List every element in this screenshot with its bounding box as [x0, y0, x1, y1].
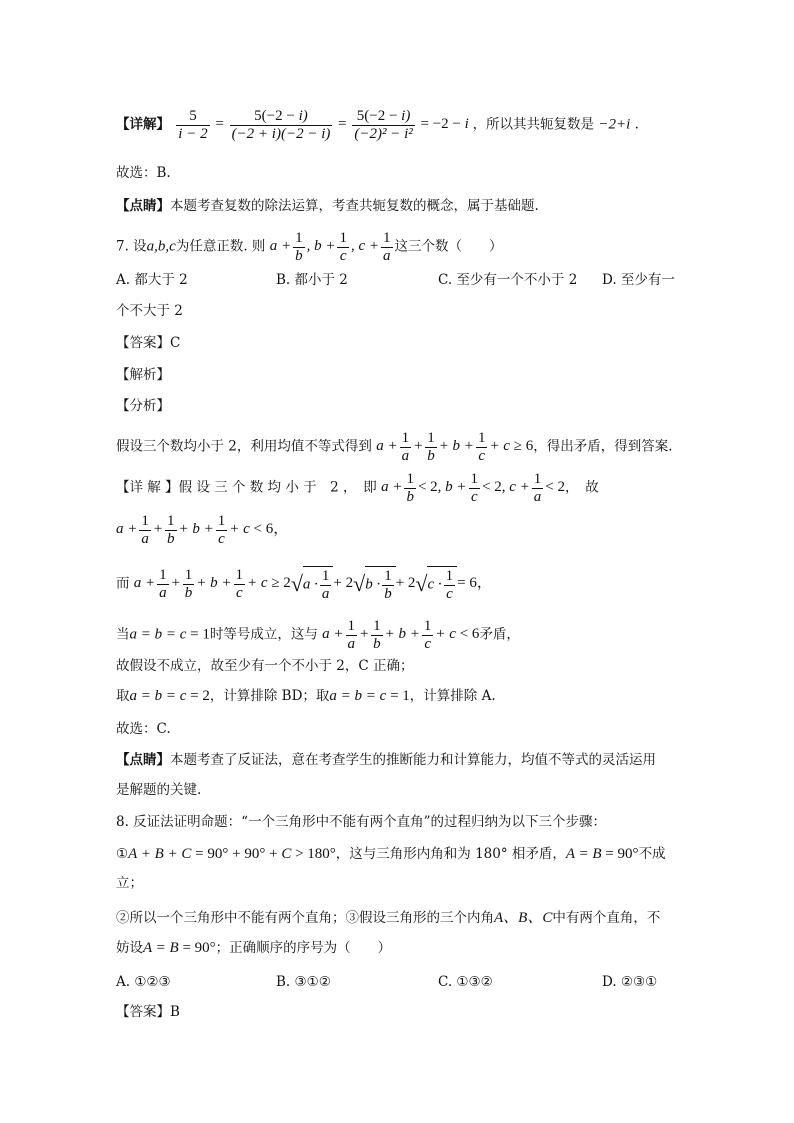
q7-mid: 为任意正数. 则: [175, 238, 266, 255]
fenxi-text-2: ，得出矛盾，得到答案.: [533, 438, 673, 455]
comment-2-text-1: 本题考查了反证法，意在考查学生的推断能力和计算能力，均值不等式的灵活运用: [170, 752, 656, 768]
detail-line-complex: [116, 108, 639, 142]
fenxi-line: [116, 430, 673, 464]
answer-b: 【答案】B: [116, 1004, 180, 1020]
test-values-line: [116, 686, 496, 706]
q8-option-c: C. ①③②: [438, 974, 493, 990]
step1-assumption: A = B = 90°: [565, 846, 639, 862]
q7-option-a: A. 都大于 2: [116, 272, 188, 288]
step2-mid: 中有两个直角，不: [552, 910, 661, 926]
step3-assumption: A = B = 90°: [143, 940, 216, 956]
q7-expression: a + $\frac{1}{b}$ , b + $\frac{1}{c}$ , c + $\frac{1}{a}$: [269, 230, 391, 264]
contradiction-expr: a + $\frac{1}{a}$ + $\frac{1}{b}$ + b + $\frac{1}{c}$ + c < 6: [322, 618, 480, 652]
step3-prefix: 妨设: [116, 940, 143, 956]
comment-line-2: [116, 750, 656, 770]
q8-step-3: [116, 938, 391, 958]
equality-condition: a = b = c = 1: [129, 626, 210, 643]
dang-prefix: 当: [116, 626, 130, 643]
q8-option-d: D. ②③①: [602, 974, 658, 990]
comment-label-2: 【点睛】: [116, 752, 170, 768]
comment-label: 【点睛】: [116, 198, 170, 214]
sum-less-line: [116, 513, 288, 547]
comment-line-1: [116, 196, 539, 216]
fenxi-label: 【分析】: [116, 398, 170, 414]
step2-text: ②所以一个三角形中不能有两个直角；③假设三角形的三个内角: [116, 910, 494, 926]
complex-division-formula: $\frac{5}{i - 2}$ = $\frac{5(-2 - i)}{(-2 + i)(-2 - i)}$ = $\frac{5(-2 - i)}{\text{(−2)² − i²}}$ = −2 − i: [178, 108, 473, 142]
comment-2-text-2: 是解题的关键.: [116, 782, 202, 798]
q8-step-2: [116, 908, 660, 928]
choose-b-line: 故选：B.: [116, 165, 171, 181]
test-value-2: a = b = c = 2: [129, 688, 210, 704]
period: .: [634, 116, 639, 133]
q7-vars: a,b,c: [146, 238, 176, 255]
step3-end: ；正确顺序的序号为（ ）: [215, 940, 392, 956]
amgm-inequality: a + $\frac{1}{a}$ + $\frac{1}{b}$ + b + $\frac{1}{c}$ + c ≥ 2√a · $\frac{1}{a}$ + 2√b · $\frac{1}{b}$ + 2√c · $\frac{1}{c}$ = 6，: [133, 567, 492, 602]
equality-line: [116, 618, 520, 652]
conjugate-value: −2+i: [598, 116, 631, 133]
qu-mid-1: ，计算排除 BD；取: [209, 688, 330, 704]
q7-option-c: C. 至少有一个不小于 2: [438, 272, 578, 288]
fenxi-inequality: a + $\frac{1}{a}$ + $\frac{1}{b}$ + b + $\frac{1}{c}$ + c ≥ 6: [376, 430, 534, 464]
choose-c-line: 故选：C.: [116, 721, 171, 737]
step1-end: 不成: [638, 846, 666, 862]
dang-end: 矛盾，: [479, 626, 520, 643]
detail-label: 【详解】: [116, 116, 170, 133]
qu-prefix: 取: [116, 688, 130, 704]
step1-prefix: ①: [116, 846, 129, 862]
answer-c: 【答案】C: [116, 335, 181, 351]
test-value-1: a = b = c = 1: [329, 688, 410, 704]
q8-option-b: B. ③①②: [276, 974, 331, 990]
er-prefix: 而: [116, 575, 130, 592]
conjugate-text: ，所以其共轭复数是: [472, 116, 595, 133]
comment-text: 本题考查复数的除法运算，考查共轭复数的概念，属于基础题.: [170, 198, 539, 214]
q7-prefix: 7. 设: [116, 238, 147, 255]
xiangjie-assumption: a + $\frac{1}{b}$ < 2, b + $\frac{1}{c}$ < 2, c + $\frac{1}{a}$ < 2: [381, 471, 565, 505]
q7-option-b: B. 都小于 2: [276, 272, 348, 288]
xiangjie-line: [116, 471, 599, 505]
dang-mid: 时等号成立，这与: [209, 626, 318, 643]
step2-angles: A、B、C: [494, 910, 553, 926]
q8-step-1: [116, 844, 666, 864]
q8-step-1-cont: 立；: [116, 875, 143, 891]
sum-less-inequality: a + $\frac{1}{a}$ + $\frac{1}{b}$ + b + $\frac{1}{c}$ + c < 6，: [116, 513, 289, 547]
q7-end: 这三个数（ ）: [394, 238, 503, 255]
q7-option-d: D. 至少有一: [602, 272, 675, 288]
xiangjie-gu: ， 故: [565, 479, 599, 496]
xiangjie-text: 【详 解 】假 设 三 个 数 均 小 于 2 ， 即: [116, 479, 377, 496]
conclusion-line: 故假设不成立，故至少有一个不小于 2，C 正确；: [116, 658, 414, 674]
qu-mid-2: ，计算排除 A.: [409, 688, 496, 704]
question-8-stem: 8. 反证法证明命题：“一个三角形中不能有两个直角”的过程归纳为以下三个步骤：: [116, 814, 606, 830]
analysis-label: 【解析】: [116, 367, 170, 383]
step1-mid: ，这与三角形内角和为 180° 相矛盾，: [335, 846, 566, 862]
fenxi-text-1: 假设三个数均小于 2，利用均值不等式得到: [116, 438, 372, 455]
question-7-stem: [116, 230, 503, 264]
amgm-line: [116, 566, 492, 602]
q8-option-a: A. ①②③: [116, 974, 171, 990]
step1-formula: A + B + C = 90° + 90° + C > 180°: [128, 846, 336, 862]
q7-option-d-cont: 个不大于 2: [116, 303, 183, 319]
